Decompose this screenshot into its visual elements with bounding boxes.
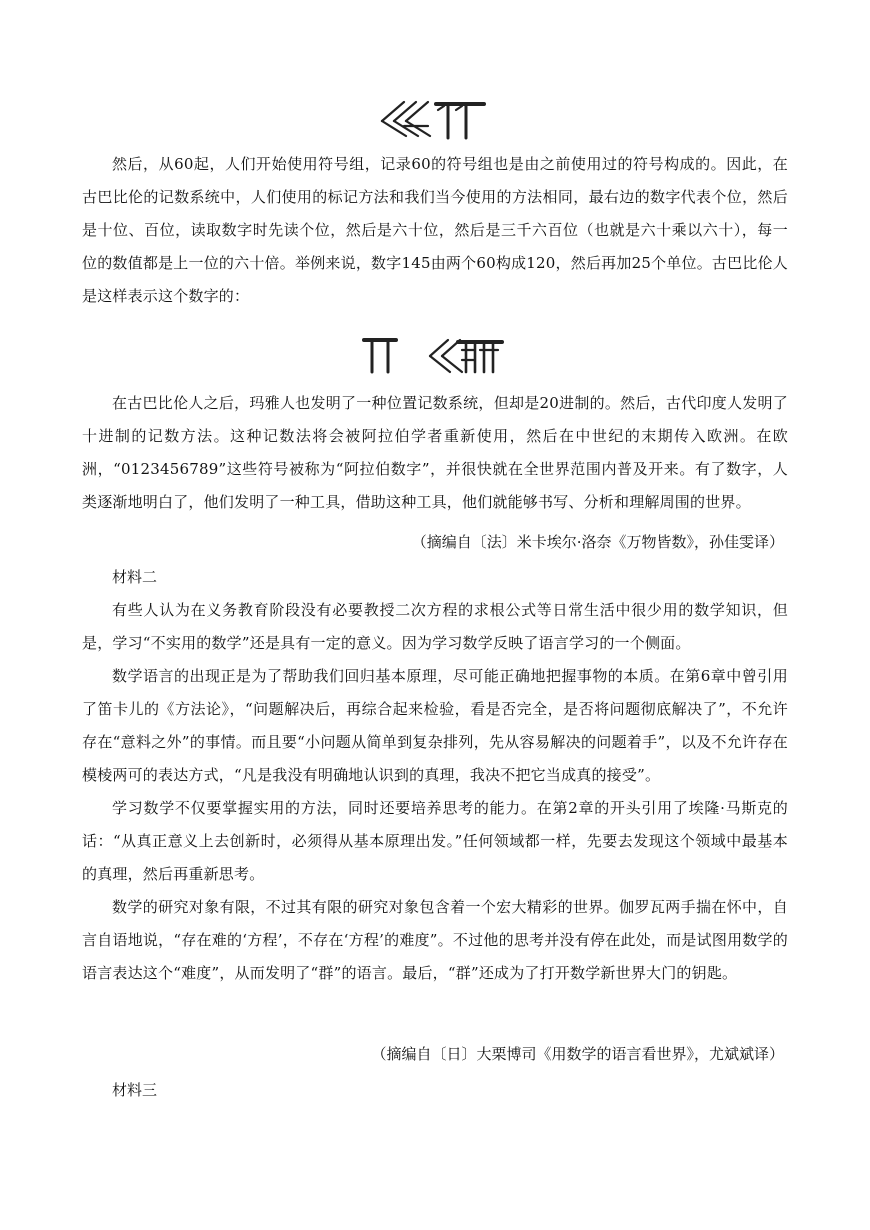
material-2-label: 材料二 xyxy=(112,568,158,586)
material-3-label: 材料三 xyxy=(112,1081,158,1099)
paragraph-thinking-ability: 学习数学不仅要掌握实用的方法，同时还要培养思考的能力。在第2章的开头引用了埃隆·马斯克的话：“从真正意义上去创新时，必须得从基本原理出发。”任何领域都一样，先要去发现这个领域中最基本的真理，然后再重新思考。 xyxy=(82,799,788,883)
paragraph-babylon-numeration: 然后，从60起，人们开始使用符号组，记录60的符号组也是由之前使用过的符号构成的。因此，在古巴比伦的记数系统中，人们使用的标记方法和我们当今使用的方法相同，最右边的数字代表个位，然后是十位、百位，读取数字时先读个位，然后是六十位，然后是三千六百位（也就是六十乘以六十），每一位的数值都是上一位的六十倍。举例来说，数字145由两个60构成120，然后再加25个单位。古巴比伦人是这样表示这个数字的： xyxy=(82,155,788,305)
source-citation-1: （摘编自〔法〕米卡埃尔·洛奈《万物皆数》，孙佳雯译） xyxy=(411,533,784,551)
paragraph-useless-math: 有些人认为在义务教育阶段没有必要教授二次方程的求根公式等日常生活中很少用的数学知识，但是，学习“不实用的数学”还是具有一定的意义。因为学习数学反映了语言学习的一个侧面。 xyxy=(82,601,788,652)
cuneiform-60-glyph xyxy=(380,96,486,142)
paragraph-maya-india-numeration: 在古巴比伦人之后，玛雅人也发明了一种位置记数系统，但却是20进制的。然后，古代印度人发明了十进制的记数方法。这种记数法将会被阿拉伯学者重新使用，然后在中世纪的末期传入欧洲。在欧洲，“0123456789”这些符号被称为“阿拉伯数字”，并很快就在全世界范围内普及开来。有了数字，人类逐渐地明白了，他们发明了一种工具，借助这种工具，他们就能够书写、分析和理解周围的世界。 xyxy=(82,394,788,511)
cuneiform-145-glyph xyxy=(362,334,504,378)
source-citation-2: （摘编自〔日〕大栗博司《用数学的语言看世界》，尤斌斌译） xyxy=(371,1045,784,1063)
paragraph-galois: 数学的研究对象有限，不过其有限的研究对象包含着一个宏大精彩的世界。伽罗瓦两手揣在怀中，自言自语地说，“存在难的‘方程’，不存在‘方程’的难度”。不过他的思考并没有停在此处，而是试图用数学的语言表达这个“难度”，从而发明了“群”的语言。最后，“群”还成为了打开数学新世界大门的钥匙。 xyxy=(82,898,788,982)
paragraph-math-language: 数学语言的出现正是为了帮助我们回归基本原理，尽可能正确地把握事物的本质。在第6章中曾引用了笛卡儿的《方法论》，“问题解决后，再综合起来检验，看是否完全，是否将问题彻底解决了”，不允许存在“意料之外”的事情。而且要“小问题从简单到复杂排列，先从容易解决的问题着手”，以及不允许存在模棱两可的表达方式，“凡是我没有明确地认识到的真理，我决不把它当成真的接受”。 xyxy=(82,667,788,784)
